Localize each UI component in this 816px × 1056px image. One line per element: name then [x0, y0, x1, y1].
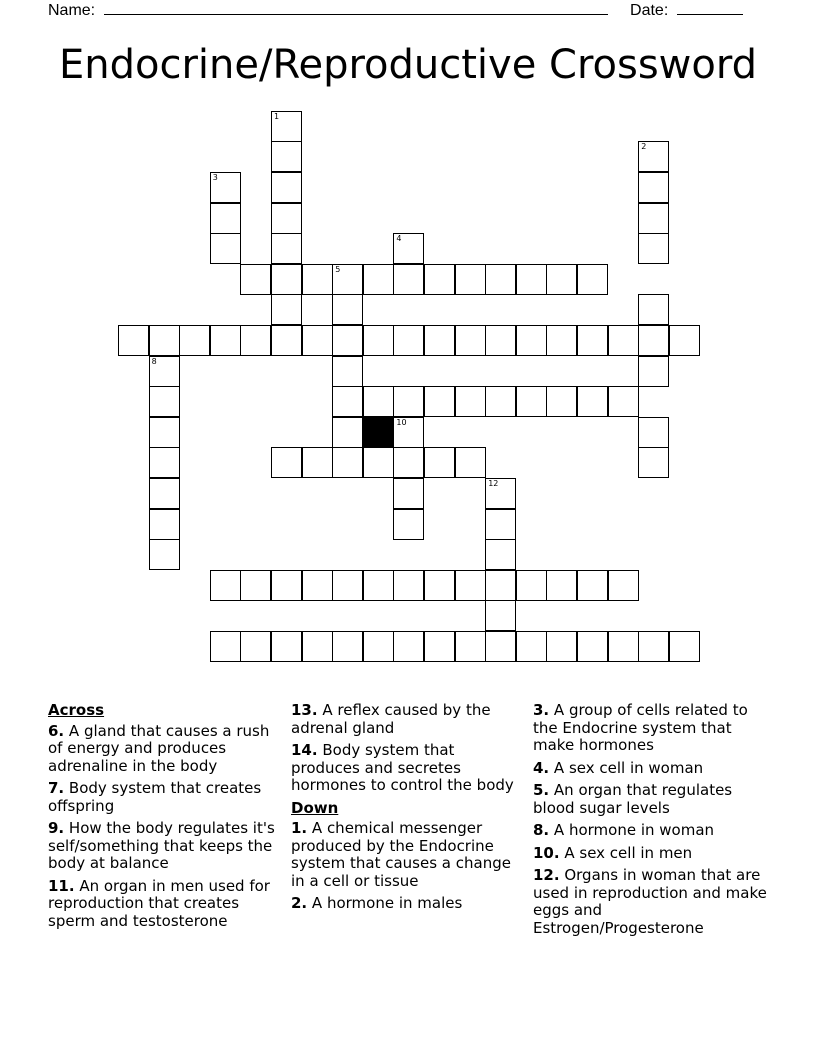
page-title: Endocrine/Reproductive Crossword: [58, 42, 757, 88]
crossword-cell[interactable]: [608, 325, 639, 356]
crossword-cell[interactable]: [393, 570, 424, 601]
crossword-cell[interactable]: [393, 325, 424, 356]
crossword-cell[interactable]: [485, 386, 516, 417]
crossword-cell[interactable]: [669, 631, 700, 662]
clue-item-number: 6.: [48, 721, 65, 740]
crossword-cell[interactable]: [638, 172, 669, 203]
crossword-cell[interactable]: [363, 325, 394, 356]
clue-number: 3: [212, 173, 218, 182]
crossword-cell[interactable]: [179, 325, 210, 356]
down-clue-list: [291, 820, 527, 913]
crossword-cell[interactable]: [332, 294, 363, 325]
clue-item: [291, 742, 527, 795]
clue-item-number: 3.: [533, 701, 550, 719]
crossword-cell[interactable]: [363, 264, 394, 295]
crossword-cell[interactable]: [485, 509, 516, 540]
crossword-cell[interactable]: [516, 386, 547, 417]
crossword-cell[interactable]: [271, 203, 302, 234]
crossword-cell[interactable]: [240, 631, 271, 662]
clue-item-text: Body system that produces and secretes hormones to control the body: [291, 741, 514, 794]
clue-item-number: 2.: [291, 894, 308, 912]
crossword-cell[interactable]: [302, 447, 333, 478]
crossword-cell[interactable]: [424, 570, 455, 601]
crossword-cell[interactable]: [149, 356, 180, 387]
crossword-cell[interactable]: [546, 631, 577, 662]
crossword-cell[interactable]: [149, 447, 180, 478]
crossword-cell[interactable]: [302, 631, 333, 662]
crossword-cell[interactable]: [485, 325, 516, 356]
crossword-cell[interactable]: [577, 631, 608, 662]
crossword-cell[interactable]: [210, 570, 241, 601]
crossword-cell[interactable]: [302, 325, 333, 356]
crossword-cell[interactable]: [210, 631, 241, 662]
clue-item: [291, 895, 527, 913]
crossword-cell[interactable]: [577, 264, 608, 295]
across-heading: Across: [48, 701, 105, 719]
clue-number: 12: [488, 479, 499, 488]
crossword-cell[interactable]: [271, 631, 302, 662]
crossword-cell[interactable]: [363, 447, 394, 478]
crossword-cell[interactable]: [638, 141, 669, 172]
crossword-cell[interactable]: [393, 509, 424, 540]
crossword-cell[interactable]: [393, 386, 424, 417]
name-label: Name:: [48, 2, 96, 19]
clues-column-2: [291, 702, 527, 918]
clue-item-text: An organ that regulates blood sugar levels: [533, 781, 733, 817]
clue-item: [533, 822, 769, 840]
crossword-cell[interactable]: [455, 631, 486, 662]
clue-item-text: A hormone in woman: [549, 821, 715, 839]
clue-item: [533, 782, 769, 817]
clue-item: [48, 820, 284, 873]
crossword-cell[interactable]: [363, 631, 394, 662]
crossword-cell[interactable]: [271, 111, 302, 142]
clue-item-number: 14.: [291, 741, 318, 759]
crossword-cell[interactable]: [485, 539, 516, 570]
crossword-cell[interactable]: [485, 478, 516, 509]
crossword-cell[interactable]: [485, 600, 516, 631]
crossword-cell[interactable]: [118, 325, 149, 356]
clue-number: 10: [396, 417, 407, 427]
crossword-cell[interactable]: [577, 570, 608, 601]
clue-item-number: 13.: [291, 701, 318, 719]
clue-item-text: A sex cell in men: [559, 843, 693, 862]
black-cell: [363, 417, 394, 448]
crossword-cell[interactable]: [393, 264, 424, 295]
crossword-cell[interactable]: [455, 386, 486, 417]
crossword-cell[interactable]: [638, 356, 669, 387]
crossword-cell[interactable]: [271, 570, 302, 601]
crossword-cell[interactable]: [149, 325, 180, 356]
crossword-cell[interactable]: [608, 386, 639, 417]
date-label: Date:: [630, 2, 669, 19]
clue-item: [48, 723, 284, 776]
crossword-cell[interactable]: [516, 570, 547, 601]
crossword-cell[interactable]: [332, 325, 363, 356]
crossword-cell[interactable]: [638, 447, 669, 478]
crossword-cell[interactable]: [332, 386, 363, 417]
crossword-cell[interactable]: [424, 325, 455, 356]
clue-item: [291, 820, 527, 890]
crossword-cell[interactable]: [332, 570, 363, 601]
crossword-cell[interactable]: [638, 203, 669, 234]
clue-item-number: 8.: [533, 821, 550, 839]
crossword-cell[interactable]: [332, 417, 363, 448]
crossword-cell[interactable]: [424, 386, 455, 417]
clue-item-number: 12.: [533, 866, 560, 884]
crossword-cell[interactable]: [210, 172, 241, 203]
crossword-cell[interactable]: [271, 294, 302, 325]
clue-item: [533, 760, 769, 778]
crossword-cell[interactable]: [424, 447, 455, 478]
crossword-cell[interactable]: [363, 570, 394, 601]
clue-number: 1: [274, 111, 280, 121]
crossword-cell[interactable]: [271, 325, 302, 356]
crossword-cell[interactable]: [546, 264, 577, 295]
clue-item: [291, 702, 527, 737]
clue-item-number: 10.: [533, 843, 560, 862]
clue-item-number: 4.: [533, 758, 550, 777]
clues-column-3: [533, 702, 769, 942]
clue-number: 5: [335, 264, 341, 274]
clue-item: [533, 845, 769, 863]
clue-item-number: 5.: [533, 781, 550, 799]
clue-item-text: How the body regulates it's self/something that keeps the body at balance: [48, 819, 275, 872]
crossword-cell[interactable]: [271, 264, 302, 295]
crossword-cell[interactable]: [455, 264, 486, 295]
crossword-cell[interactable]: [546, 570, 577, 601]
clue-item: [48, 780, 284, 815]
clue-item: [48, 878, 284, 931]
clue-item-number: 1.: [291, 819, 308, 837]
clue-item-number: 9.: [48, 819, 65, 837]
crossword-cell[interactable]: [332, 447, 363, 478]
crossword-cell[interactable]: [424, 264, 455, 295]
clue-item-text: A reflex caused by the adrenal gland: [291, 701, 491, 737]
crossword-cell[interactable]: [271, 141, 302, 172]
across-clue-list: [48, 723, 284, 931]
crossword-cell[interactable]: [363, 386, 394, 417]
crossword-cell[interactable]: [240, 264, 271, 295]
clues-column-1: [48, 702, 284, 935]
clue-item-text: A sex cell in woman: [549, 758, 704, 777]
crossword-cell[interactable]: [302, 264, 333, 295]
crossword-cell[interactable]: [302, 570, 333, 601]
crossword-cell[interactable]: [455, 447, 486, 478]
crossword-cell[interactable]: [516, 631, 547, 662]
crossword-cell[interactable]: [577, 325, 608, 356]
crossword-cell[interactable]: [393, 417, 424, 448]
crossword-cell[interactable]: [149, 478, 180, 509]
crossword-cell[interactable]: [485, 570, 516, 601]
crossword-cell[interactable]: [608, 570, 639, 601]
crossword-cell[interactable]: [455, 325, 486, 356]
crossword-cell[interactable]: [332, 631, 363, 662]
crossword-cell[interactable]: [332, 264, 363, 295]
crossword-cell[interactable]: [638, 417, 669, 448]
crossword-cell[interactable]: [149, 509, 180, 540]
clue-item-number: 11.: [48, 876, 75, 895]
clue-number: 2: [641, 142, 647, 152]
crossword-cell[interactable]: [271, 447, 302, 478]
crossword-cell[interactable]: [393, 447, 424, 478]
down-heading: Down: [291, 798, 339, 817]
crossword-cell[interactable]: [577, 386, 608, 417]
clue-number: 4: [396, 234, 402, 244]
clue-item: [533, 702, 769, 755]
crossword-cell[interactable]: [669, 325, 700, 356]
crossword-cell[interactable]: [240, 325, 271, 356]
clue-item-text: A hormone in males: [307, 894, 463, 912]
crossword-cell[interactable]: [393, 631, 424, 662]
crossword-cell[interactable]: [393, 478, 424, 509]
crossword-cell[interactable]: [149, 386, 180, 417]
clue-item-text: An organ in men used for reproduction that creates sperm and testosterone: [48, 876, 270, 930]
crossword-cell[interactable]: [424, 631, 455, 662]
clue-item-text: Body system that creates offspring: [48, 779, 262, 815]
clue-item-text: A chemical messenger produced by the Endocrine system that causes a change in a cell or tissue: [291, 819, 511, 890]
crossword-cell[interactable]: [455, 570, 486, 601]
clue-item: [533, 867, 769, 937]
crossword-cell[interactable]: [638, 233, 669, 264]
crossword-cell[interactable]: [516, 264, 547, 295]
clue-item-text: A group of cells related to the Endocrine system that make hormones: [533, 701, 748, 754]
crossword-cell[interactable]: [271, 233, 302, 264]
clue-item-text: A gland that causes a rush of energy and produces adrenaline in the body: [48, 721, 270, 775]
crossword-cell[interactable]: [638, 631, 669, 662]
clue-item-number: 7.: [48, 779, 65, 797]
crossword-cell[interactable]: [485, 631, 516, 662]
crossword-cell[interactable]: [210, 233, 241, 264]
down-clue-list-continued: [533, 702, 769, 937]
crossword-cell[interactable]: [485, 264, 516, 295]
crossword-cell[interactable]: [149, 417, 180, 448]
across-clue-list-continued: [291, 702, 527, 795]
crossword-cell[interactable]: [516, 325, 547, 356]
crossword-cell[interactable]: [608, 631, 639, 662]
crossword-cell[interactable]: [638, 325, 669, 356]
crossword-cell[interactable]: [240, 570, 271, 601]
clue-number: 8: [151, 356, 157, 366]
clue-item-text: Organs in woman that are used in reproduction and make eggs and Estrogen/Progesterone: [533, 866, 767, 937]
crossword-cell[interactable]: [332, 356, 363, 387]
crossword-cell[interactable]: [210, 325, 241, 356]
crossword-cell[interactable]: [271, 172, 302, 203]
crossword-cell[interactable]: [546, 386, 577, 417]
crossword-cell[interactable]: [149, 539, 180, 570]
crossword-cell[interactable]: [546, 325, 577, 356]
crossword-cell[interactable]: [210, 203, 241, 234]
crossword-cell[interactable]: [393, 233, 424, 264]
crossword-cell[interactable]: [638, 294, 669, 325]
